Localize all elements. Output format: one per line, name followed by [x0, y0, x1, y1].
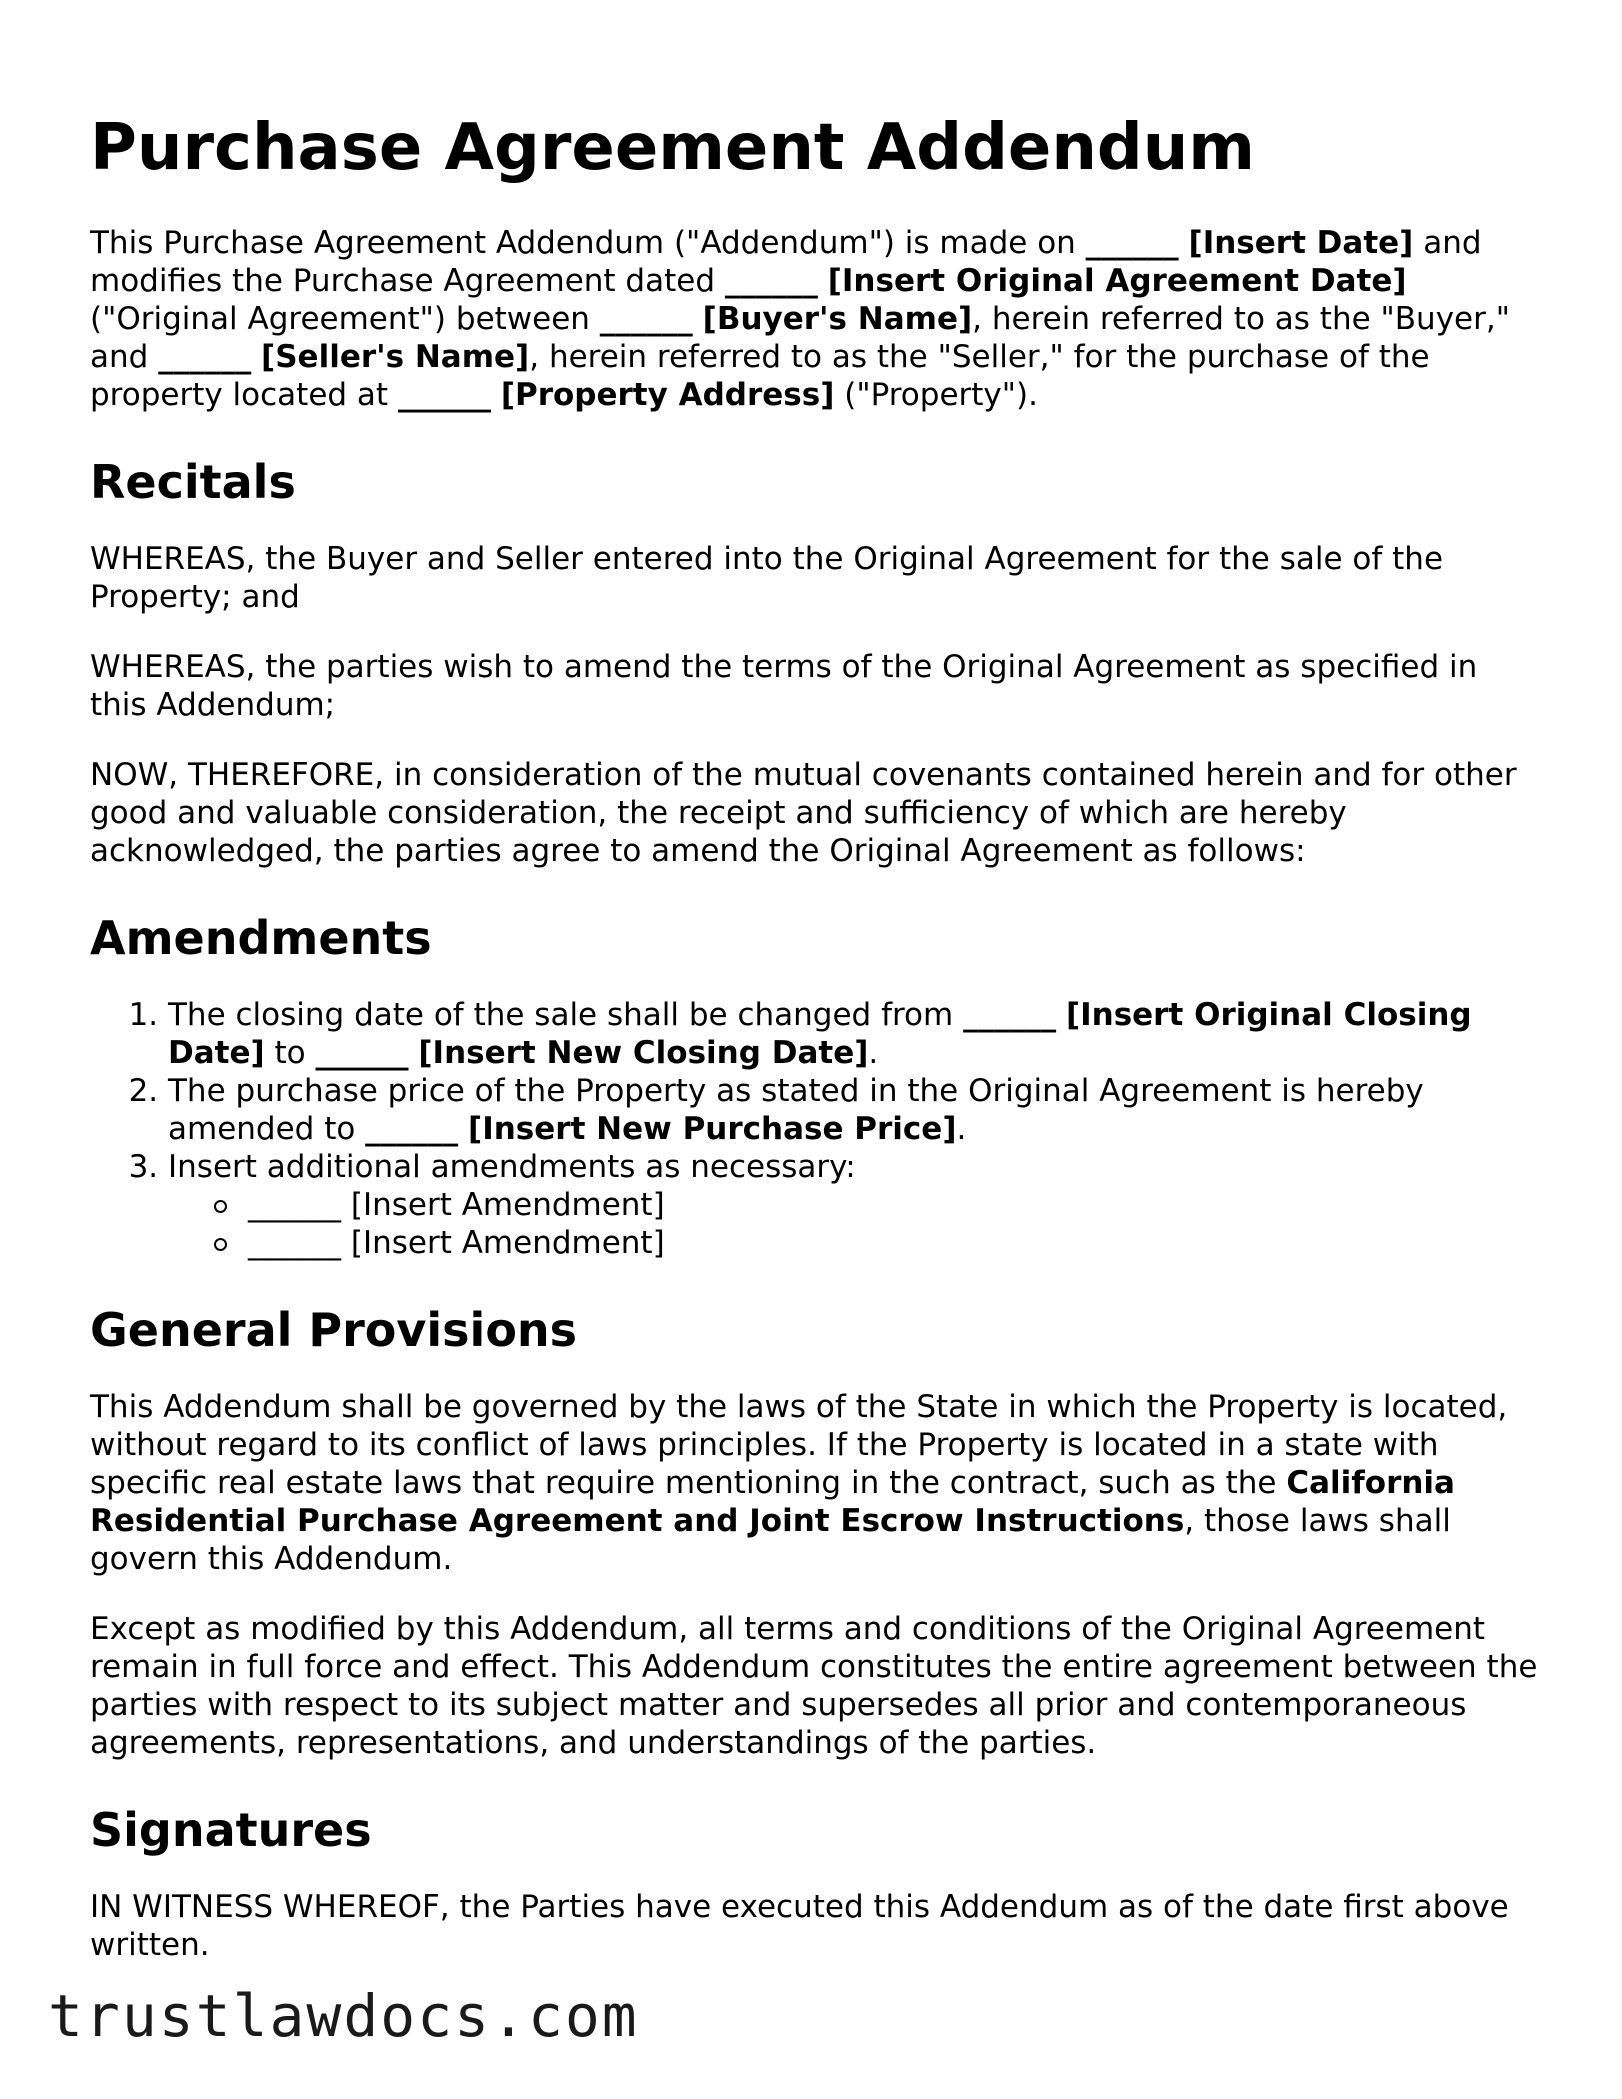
signatures-paragraph: IN WITNESS WHEREOF, the Parties have executed this Addendum as of the date first above written.: [90, 1889, 1509, 1963]
new-closing-field: [Insert New Closing Date]: [418, 1035, 869, 1071]
intro-address-field: [Property Address]: [500, 377, 835, 413]
additional-amendment-label: [Insert Amendment]: [341, 1187, 665, 1223]
general-text-2: , those laws shall govern this Addendum.: [90, 1503, 1451, 1577]
intro-original-date-field: [Insert Original Agreement Date]: [827, 263, 1407, 299]
intro-text-6: ("Property").: [834, 377, 1038, 413]
intro-original-date-blank: ______: [724, 263, 818, 299]
watermark: trustlawdocs.com: [48, 1982, 639, 2050]
signatures-heading: Signatures: [90, 1803, 372, 1857]
new-price-blank: ______: [365, 1111, 459, 1147]
amendment-2-text-1: The purchase price of the Property as stated in the Original Agreement is hereby amended to: [168, 1073, 1424, 1147]
intro-date-field: [Insert Date]: [1188, 225, 1414, 261]
additional-amendment-blank: ______: [248, 1187, 341, 1223]
additional-amendment-item: [214, 1186, 1540, 1224]
new-closing-blank: ______: [315, 1035, 409, 1071]
amendment-3-text: Insert additional amendments as necessary:: [168, 1149, 856, 1185]
amendment-item-2: [168, 1072, 1540, 1148]
intro-date-blank: ______: [1085, 225, 1179, 261]
general-provisions-paragraph-1: [90, 1388, 1540, 1578]
page-title: Purchase Agreement Addendum: [90, 111, 1255, 185]
general-text-1: This Addendum shall be governed by the laws of the State in which the Property is located, without regard to its conflict of laws principles. If the Property is located in a state with specific real estate laws that require mentioning in the contract, such as the: [90, 1389, 1508, 1501]
general-provisions-heading: General Provisions: [90, 1303, 578, 1357]
amendment-2-text-2: .: [956, 1111, 967, 1147]
amendment-item-1: [168, 996, 1540, 1072]
intro-text-2: and modifies the Purchase Agreement dated: [90, 225, 1482, 299]
intro-paragraph: [90, 224, 1540, 414]
additional-amendment-item: [214, 1224, 1540, 1262]
amendment-1-text-3: .: [868, 1035, 879, 1071]
california-agreement-reference: California Residential Purchase Agreement and Joint Escrow Instructions: [90, 1465, 1455, 1539]
original-closing-field: [Insert Original Closing Date]: [168, 997, 1472, 1071]
intro-seller-field: [Seller's Name]: [261, 339, 530, 375]
recitals-paragraph-2: WHEREAS, the parties wish to amend the terms of the Original Agreement as specified in this Addendum;: [90, 649, 1478, 723]
intro-buyer-blank: ______: [599, 301, 693, 337]
amendment-item-3: [168, 1148, 1540, 1262]
intro-text-3: ("Original Agreement") between: [90, 301, 600, 337]
additional-amendment-blank: ______: [248, 1225, 341, 1261]
recitals-paragraph-1: WHEREAS, the Buyer and Seller entered into the Original Agreement for the sale of the Property; and: [90, 541, 1444, 615]
intro-buyer-field: [Buyer's Name]: [702, 301, 973, 337]
general-provisions-paragraph-2: Except as modified by this Addendum, all terms and conditions of the Original Agreement remain in full force and effect. This Addendum constitutes the entire agreement between the parties with respect to its subject matter and supersedes all prior and contemporaneous agreements, representations, and understandings of the parties.: [90, 1611, 1538, 1761]
amendment-1-text-1: The closing date of the sale shall be changed from: [168, 997, 964, 1033]
additional-amendment-label: [Insert Amendment]: [341, 1225, 665, 1261]
additional-amendments-list: [168, 1186, 1540, 1262]
amendments-list: [90, 996, 1540, 1262]
amendments-heading: Amendments: [90, 911, 432, 965]
amendment-1-text-2: to: [264, 1035, 316, 1071]
circle-bullet-icon: [214, 1238, 227, 1251]
new-price-field: [Insert New Purchase Price]: [468, 1111, 957, 1147]
document-page: [90, 110, 1540, 1996]
circle-bullet-icon: [214, 1200, 227, 1213]
intro-seller-blank: ______: [158, 339, 252, 375]
recitals-heading: Recitals: [90, 455, 296, 509]
recitals-paragraph-3: NOW, THEREFORE, in consideration of the mutual covenants contained herein and for other good and valuable consideration, the receipt and sufficiency of which are hereby acknowledged, the parties agree to amend the Original Agreement as follows:: [90, 757, 1517, 869]
original-closing-blank: ______: [963, 997, 1057, 1033]
intro-address-blank: ______: [397, 377, 491, 413]
intro-text-1: This Purchase Agreement Addendum ("Addendum") is made on: [90, 225, 1086, 261]
intro-text-5: , herein referred to as the "Seller," for the purchase of the property located at: [90, 339, 1430, 413]
intro-text-4: , herein referred to as the "Buyer," and: [90, 301, 1510, 375]
